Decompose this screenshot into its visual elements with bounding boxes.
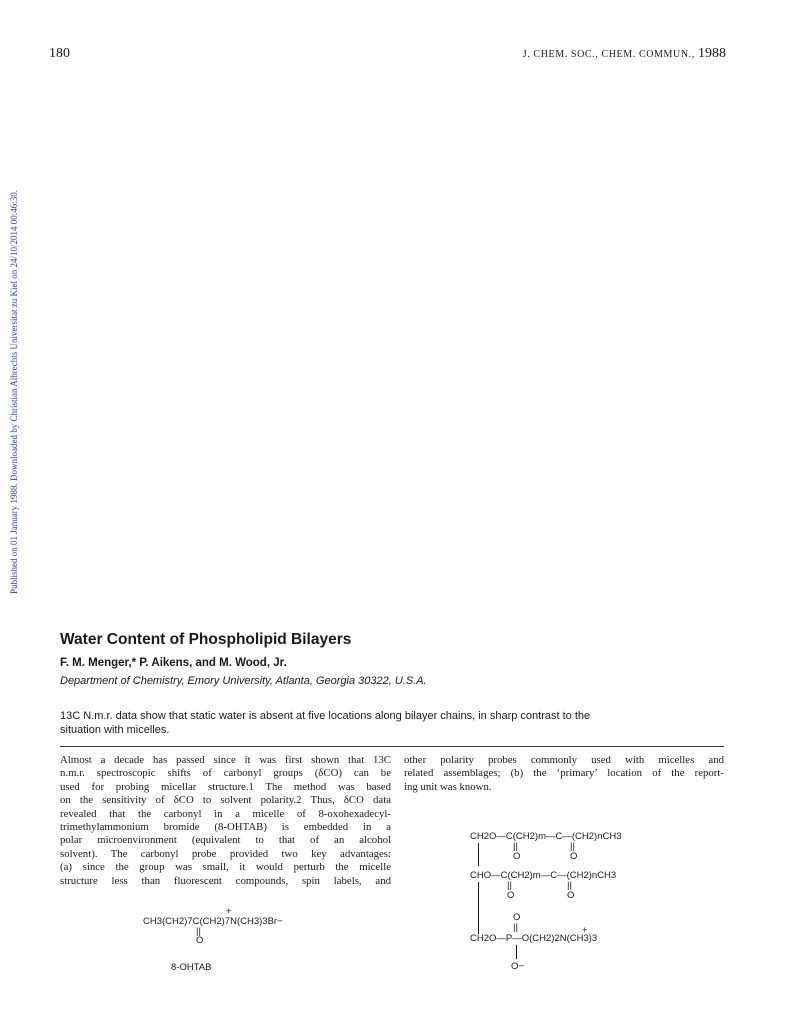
lipid-ammonium-plus: + — [582, 925, 588, 936]
lipid-oxygen-2b: O — [567, 890, 575, 901]
lipid-oxygen-2a: O — [507, 890, 515, 901]
lipid-phosphate-bond: || — [513, 922, 518, 933]
download-notice[interactable] — [3, 152, 25, 632]
phosphate-single-bond — [516, 945, 517, 959]
body-line: n.m.r. spectroscopic shifts of carbonyl groups (δCO) can be — [60, 767, 391, 780]
ohtab-label: 8-OHTAB — [171, 962, 212, 973]
body-line: ing unit was known. — [404, 780, 492, 793]
lipid-oxygen-1b: O — [570, 851, 578, 862]
journal-name: J. CHEM. SOC., CHEM. COMMUN., — [522, 49, 695, 60]
lipid-bond-2b: || — [567, 880, 572, 891]
article-authors: F. M. Menger,* P. Aikens, and M. Wood, Jr. — [60, 657, 287, 669]
ohtab-formula: CH3(CH2)7C(CH2)7N(CH3)3Br− — [143, 916, 283, 927]
lipid-phosphate-oxygen: O — [513, 912, 521, 923]
lipid-row-2: CHO—C(CH2)m—C—(CH2)nCH3 — [470, 870, 617, 881]
body-line: other polarity probes commonly used with micelles and — [404, 754, 724, 766]
glycerol-backbone-bond — [478, 843, 479, 866]
page-number: 180 — [49, 46, 70, 61]
lipid-bond-1a: || — [513, 841, 518, 852]
body-line: (a) since the group was small, it would perturb the micelle — [60, 861, 391, 874]
abstract-line: situation with micelles. — [60, 724, 170, 736]
ohtab-carbonyl-bond: || — [196, 926, 201, 937]
article-affiliation: Department of Chemistry, Emory University, Atlanta, Georgia 30322, U.S.A. — [60, 675, 427, 687]
body-line: revealed that the carbonyl in a micelle of 8-oxohexadecyl- — [60, 807, 391, 820]
journal-year: 1988 — [698, 46, 726, 61]
body-column-right — [404, 754, 724, 794]
lipid-bond-2a: || — [507, 880, 512, 891]
ohtab-oxygen: O — [196, 935, 204, 946]
abstract-line: 13C N.m.r. data show that static water is absent at five locations along bilayer chains, in sharp contrast to the — [60, 710, 591, 722]
lipid-bond-1b: || — [570, 841, 575, 852]
body-line: related assemblages; (b) the ‘primary’ location of the report- — [404, 767, 724, 780]
abstract — [60, 709, 700, 737]
lipid-row-3: CH2O—P—O(CH2)2N(CH3)3 — [470, 933, 598, 944]
article-title: Water Content of Phospholipid Bilayers — [60, 631, 352, 648]
body-line: trimethylammonium bromide (8-OHTAB) is embedded in a — [60, 821, 391, 834]
running-head — [523, 46, 726, 62]
body-line: solvent). The carbonyl probe provided two key advantages: — [60, 847, 391, 860]
glycerol-backbone-bond — [478, 882, 479, 934]
lipid-phosphate-anion: O− — [511, 961, 524, 972]
lipid-oxygen-1a: O — [513, 851, 521, 862]
body-line: on the sensitivity of δCO to solvent polarity.2 Thus, δCO data — [60, 794, 391, 807]
body-line: Almost a decade has passed since it was first shown that 13C — [60, 754, 391, 766]
ohtab-plus: + — [226, 906, 232, 917]
download-notice-text: Published on 01 January 1988. Downloaded by Christian Albrechts Universitat zu Kiel on 24/10/2014 00:46:30. — [9, 190, 19, 594]
lipid-row-1: CH2O—C(CH2)m—C—(CH2)nCH3 — [470, 831, 622, 842]
body-line: polar microenvironment (equivalent to that of an alcohol — [60, 834, 391, 847]
body-line: structure less than fluorescent compounds, spin labels, and — [60, 874, 391, 887]
body-column-left — [60, 754, 391, 888]
body-line: used for probing micellar structure.1 The method was based — [60, 780, 391, 793]
section-rule — [60, 746, 724, 747]
